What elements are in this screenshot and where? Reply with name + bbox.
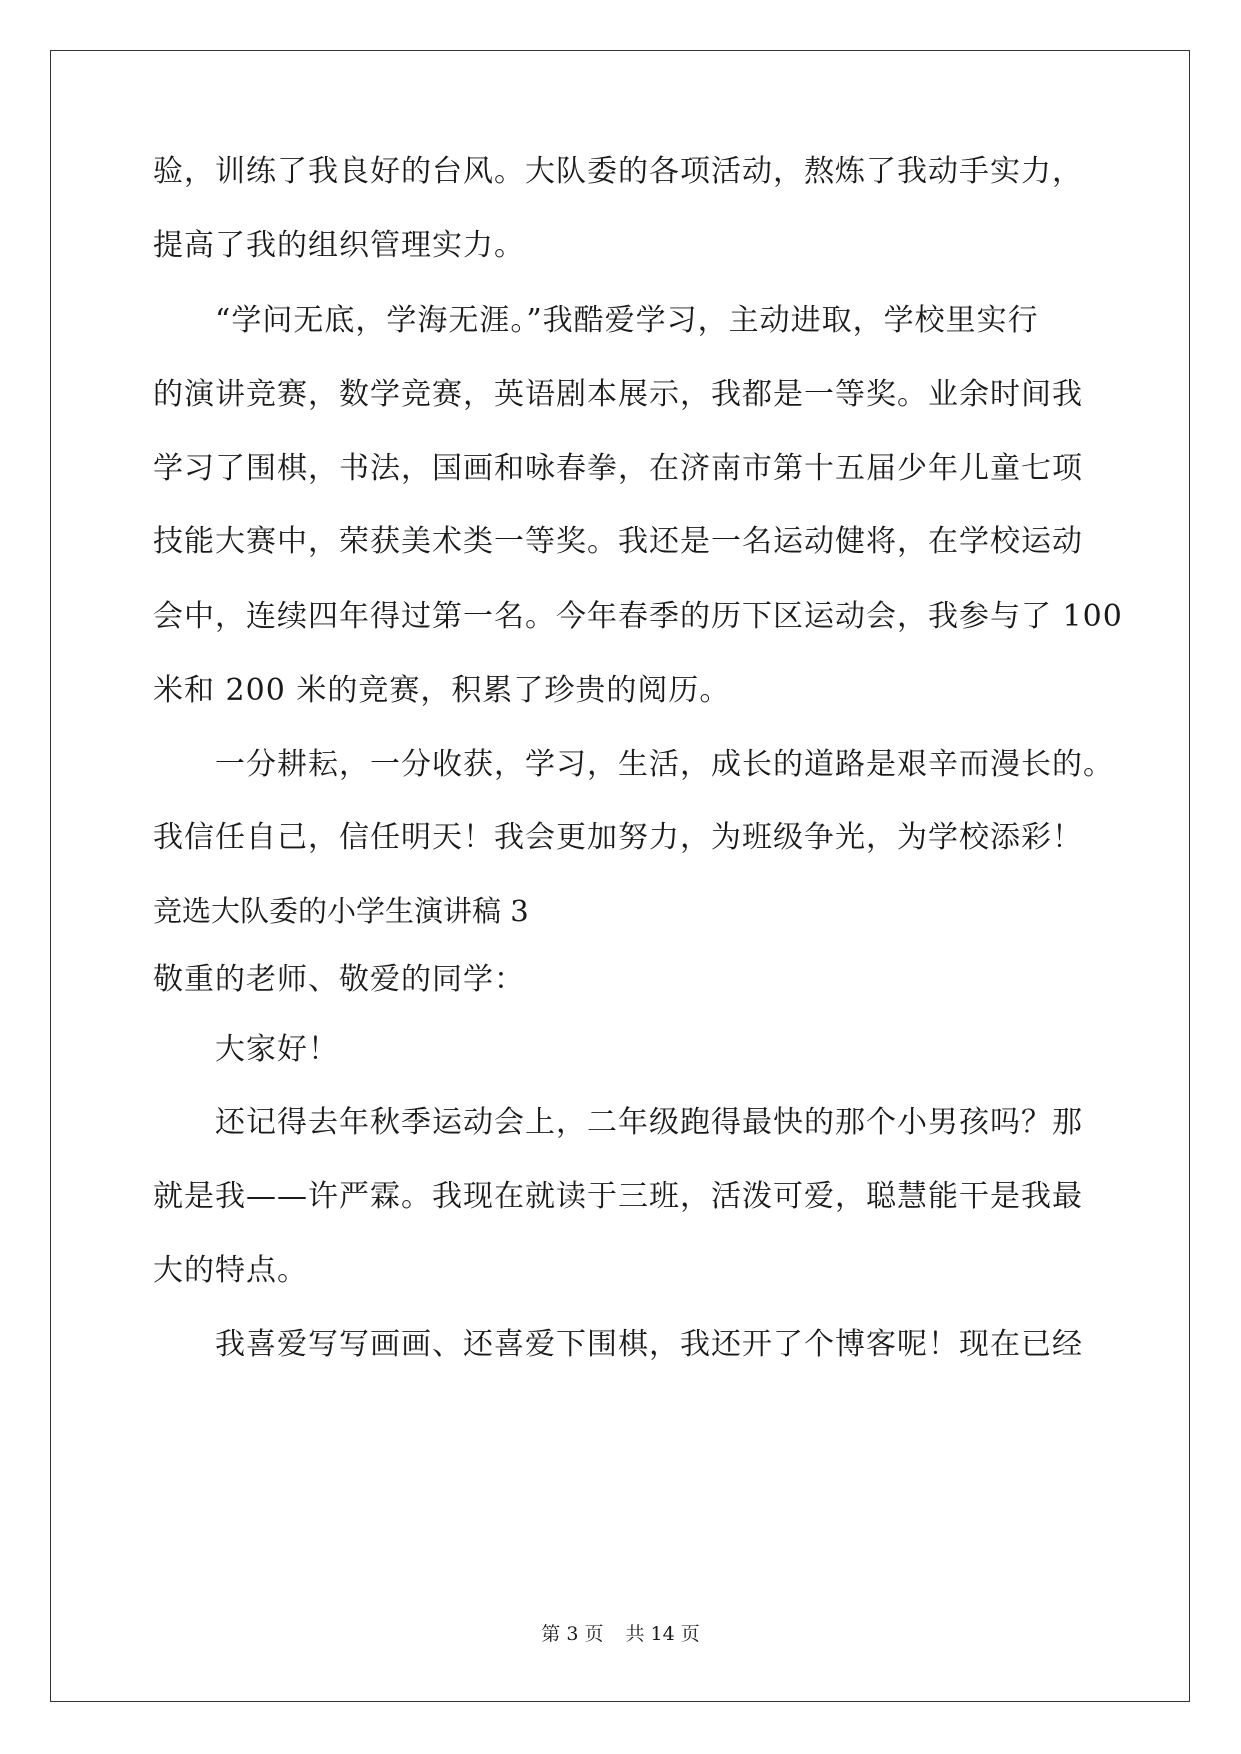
section-heading: 竞选大队委的小学生演讲稿 3 <box>153 894 529 928</box>
body-line-1: 验，训练了我良好的台风。大队委的各项活动，熬炼了我动手实力， <box>153 154 1083 189</box>
body-line-3: “学问无底，学海无涯。”我酷爱学习，主动进取，学校里实行 <box>215 303 1039 338</box>
body-line-16: 大的特点。 <box>153 1253 308 1288</box>
page-border <box>50 50 1190 1702</box>
body-line-14: 还记得去年秋季运动会上，二年级跑得最快的那个小男孩吗？那 <box>215 1105 1083 1140</box>
body-line-17: 我喜爱写写画画、还喜爱下围棋，我还开了个博客呢！现在已经 <box>215 1327 1083 1362</box>
salutation-line: 敬重的老师、敬爱的同学： <box>153 962 525 997</box>
body-line-4: 的演讲竞赛，数学竞赛，英语剧本展示，我都是一等奖。业余时间我 <box>153 377 1083 412</box>
body-line-8: 米和 200 米的竞赛，积累了珍贵的阅历。 <box>153 673 731 708</box>
body-line-5: 学习了围棋，书法，国画和咏春拳，在济南市第十五届少年儿童七项 <box>153 451 1083 486</box>
body-line-15: 就是我——许严霖。我现在就读于三班，活泼可爱，聪慧能干是我最 <box>153 1179 1083 1214</box>
page-footer <box>0 1622 1241 1646</box>
body-line-2: 提高了我的组织管理实力。 <box>153 228 525 263</box>
total-pages: 共 14 页 <box>625 1623 700 1645</box>
body-line-9: 一分耕耘，一分收获，学习，生活，成长的道路是艰辛而漫长的。 <box>215 747 1114 782</box>
body-line-6: 技能大赛中，荣获美术类一等奖。我还是一名运动健将，在学校运动 <box>153 524 1083 559</box>
body-line-7: 会中，连续四年得过第一名。今年春季的历下区运动会，我参与了 100 <box>153 599 1123 634</box>
body-line-10: 我信任自己，信任明天！我会更加努力，为班级争光，为学校添彩！ <box>153 820 1083 855</box>
greeting-line: 大家好！ <box>215 1032 339 1067</box>
page-number: 第 3 页 <box>541 1623 604 1645</box>
